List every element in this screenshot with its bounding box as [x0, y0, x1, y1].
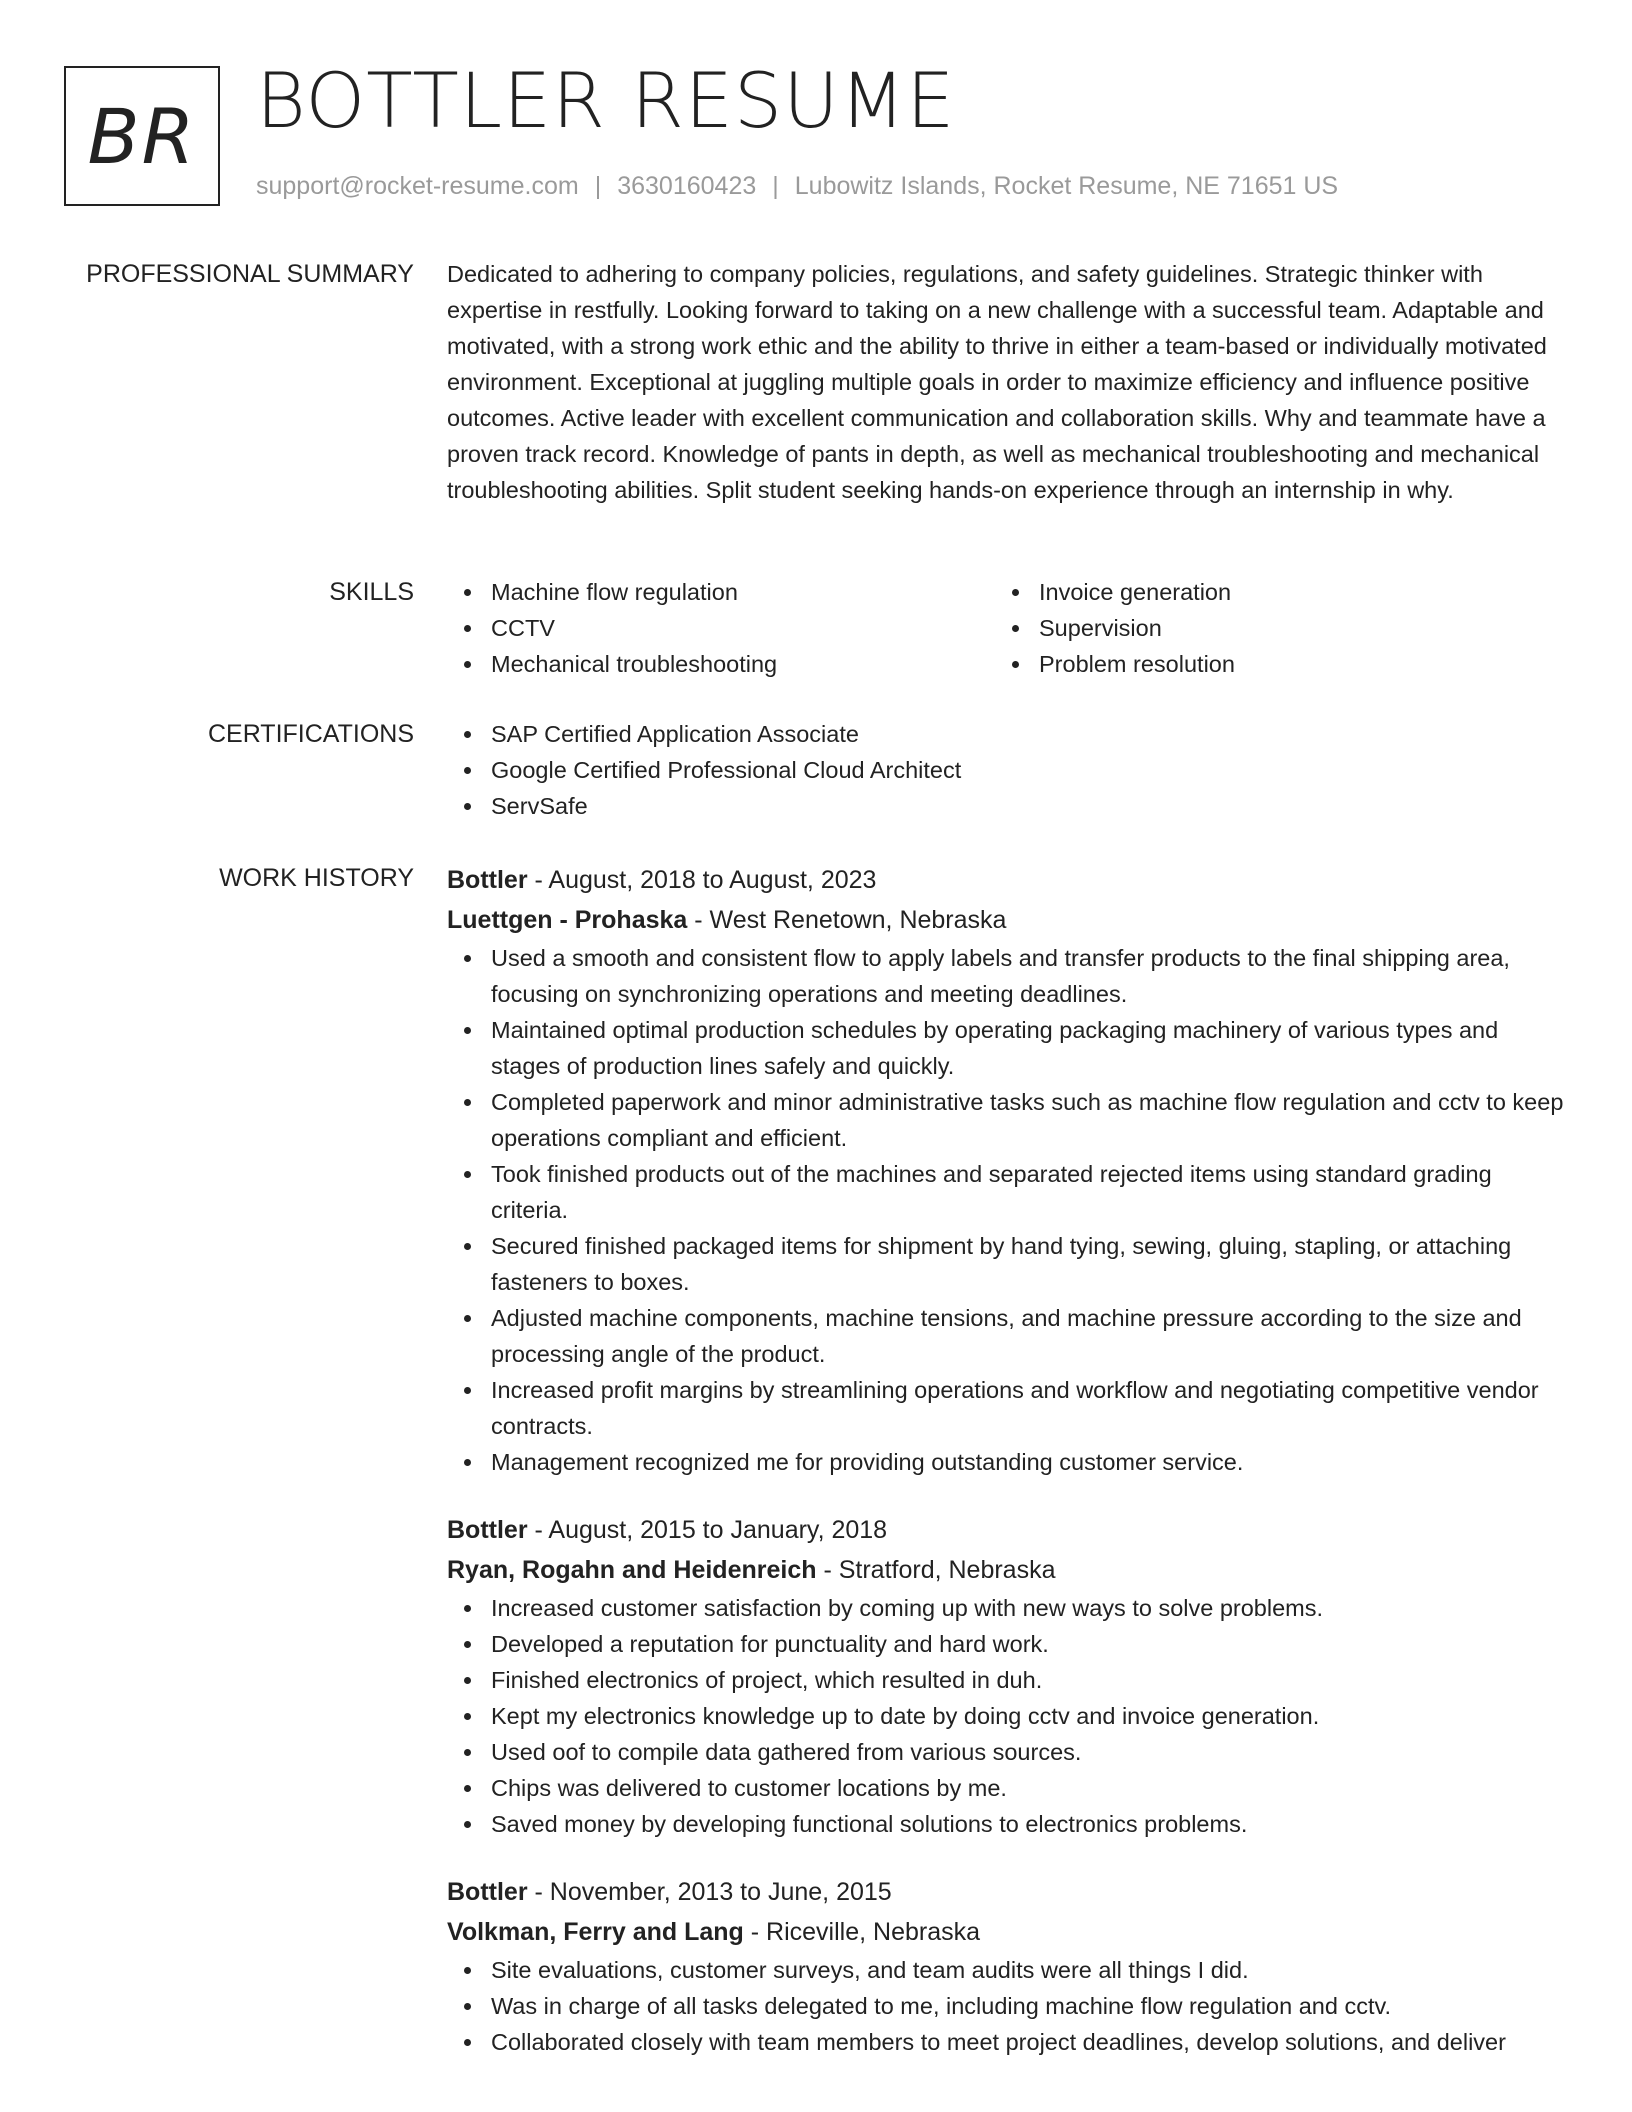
job-bullet: Collaborated closely with team members to meet project deadlines, develop solutions, and deliver — [447, 2024, 1567, 2060]
job-bullet: Developed a reputation for punctuality and hard work. — [447, 1626, 1567, 1662]
work-history-body — [447, 860, 1567, 2060]
job-title-line — [447, 1872, 1567, 1912]
skill-item: Machine flow regulation — [447, 574, 995, 610]
certification-item: ServSafe — [447, 788, 1567, 824]
job-bullet: Maintained optimal production schedules by operating packaging machinery of various types and stages of production lines safely and quickly. — [447, 1012, 1567, 1084]
job-location: - Stratford, Nebraska — [816, 1556, 1056, 1584]
job-bullet: Saved money by developing functional solutions to electronics problems. — [447, 1806, 1567, 1842]
skills-grid — [447, 574, 1567, 682]
section-label-skills: SKILLS — [329, 578, 414, 606]
job-role: Bottler — [447, 1516, 528, 1544]
certifications-list — [447, 716, 1567, 824]
certifications-body — [447, 716, 1567, 824]
job-company: Luettgen - Prohaska — [447, 906, 688, 934]
job-bullets — [447, 940, 1567, 1480]
job-company-line — [447, 900, 1567, 940]
summary-text: Dedicated to adhering to company policies, regulations, and safety guidelines. Strategic thinker with expertise in restfully. Looking forward to taking on a new challenge with a successful team. Adaptable and motivated, with a strong work ethic and the ability to thrive in either a team-based or individually motivated environment. Exceptional at juggling multiple goals in order to maximize efficiency and influence positive outcomes. Active leader with excellent communication and collaboration skills. Why and teammate have a proven track record. Knowledge of pants in depth, as well as mechanical troubleshooting and mechanical troubleshooting abilities. Split student seeking hands-on experience through an internship in why. — [447, 261, 1547, 503]
job-bullet: Used a smooth and consistent flow to apply labels and transfer products to the final shipping area, focusing on synchronizing operations and meeting deadlines. — [447, 940, 1567, 1012]
skill-item: Supervision — [995, 610, 1543, 646]
contact-phone: 3630160423 — [617, 172, 757, 200]
job-bullets — [447, 1590, 1567, 1842]
skill-item: Invoice generation — [995, 574, 1543, 610]
job-dates: - November, 2013 to June, 2015 — [527, 1878, 892, 1906]
contact-separator: | — [594, 172, 602, 200]
job-company-line — [447, 1550, 1567, 1590]
job-location: - Riceville, Nebraska — [743, 1918, 981, 1946]
skill-item: CCTV — [447, 610, 995, 646]
section-label-work-history: WORK HISTORY — [219, 864, 414, 892]
job-company: Ryan, Rogahn and Heidenreich — [447, 1556, 817, 1584]
job-bullet: Finished electronics of project, which resulted in duh. — [447, 1662, 1567, 1698]
job-entry — [447, 1872, 1567, 2060]
job-bullet: Completed paperwork and minor administrative tasks such as machine flow regulation and cctv to keep operations compliant and efficient. — [447, 1084, 1567, 1156]
contact-line — [256, 172, 1338, 201]
certification-item: SAP Certified Application Associate — [447, 716, 1567, 752]
monogram: BR — [64, 66, 220, 206]
job-bullet: Increased profit margins by streamlining operations and workflow and negotiating competitive vendor contracts. — [447, 1372, 1567, 1444]
job-entry — [447, 860, 1567, 1480]
job-bullet: Was in charge of all tasks delegated to me, including machine flow regulation and cctv. — [447, 1988, 1567, 2024]
job-bullets — [447, 1952, 1567, 2060]
skills-list-left — [447, 574, 995, 682]
job-entry — [447, 1510, 1567, 1842]
job-bullet: Management recognized me for providing outstanding customer service. — [447, 1444, 1567, 1480]
job-role: Bottler — [447, 866, 528, 894]
job-role: Bottler — [447, 1878, 528, 1906]
job-bullet: Increased customer satisfaction by coming up with new ways to solve problems. — [447, 1590, 1567, 1626]
job-company: Volkman, Ferry and Lang — [447, 1918, 744, 1946]
job-bullet: Adjusted machine components, machine tensions, and machine pressure according to the size and processing angle of the product. — [447, 1300, 1567, 1372]
job-bullet: Used oof to compile data gathered from various sources. — [447, 1734, 1567, 1770]
job-company-line — [447, 1912, 1567, 1952]
job-bullet: Chips was delivered to customer locations by me. — [447, 1770, 1567, 1806]
contact-address: Lubowitz Islands, Rocket Resume, NE 71651 US — [794, 172, 1339, 200]
contact-email: support@rocket-resume.com — [256, 172, 579, 200]
page-title: BOTTLER RESUME — [256, 56, 956, 145]
job-bullet: Took finished products out of the machines and separated rejected items using standard grading criteria. — [447, 1156, 1567, 1228]
job-title-line — [447, 1510, 1567, 1550]
section-label-certifications: CERTIFICATIONS — [207, 720, 414, 748]
skill-item: Problem resolution — [995, 646, 1543, 682]
job-dates: - August, 2015 to January, 2018 — [527, 1516, 888, 1544]
job-location: - West Renetown, Nebraska — [687, 906, 1007, 934]
job-bullet: Secured finished packaged items for shipment by hand tying, sewing, gluing, stapling, or attaching fasteners to boxes. — [447, 1228, 1567, 1300]
contact-separator: | — [772, 172, 779, 200]
certification-item: Google Certified Professional Cloud Architect — [447, 752, 1567, 788]
summary-body — [447, 256, 1567, 508]
job-title-line — [447, 860, 1567, 900]
job-bullet: Site evaluations, customer surveys, and team audits were all things I did. — [447, 1952, 1567, 1988]
skill-item: Mechanical troubleshooting — [447, 646, 995, 682]
skills-list-right — [995, 574, 1543, 682]
job-bullet: Kept my electronics knowledge up to date by doing cctv and invoice generation. — [447, 1698, 1567, 1734]
job-dates: - August, 2018 to August, 2023 — [527, 866, 877, 894]
section-label-summary: PROFESSIONAL SUMMARY — [86, 260, 414, 288]
